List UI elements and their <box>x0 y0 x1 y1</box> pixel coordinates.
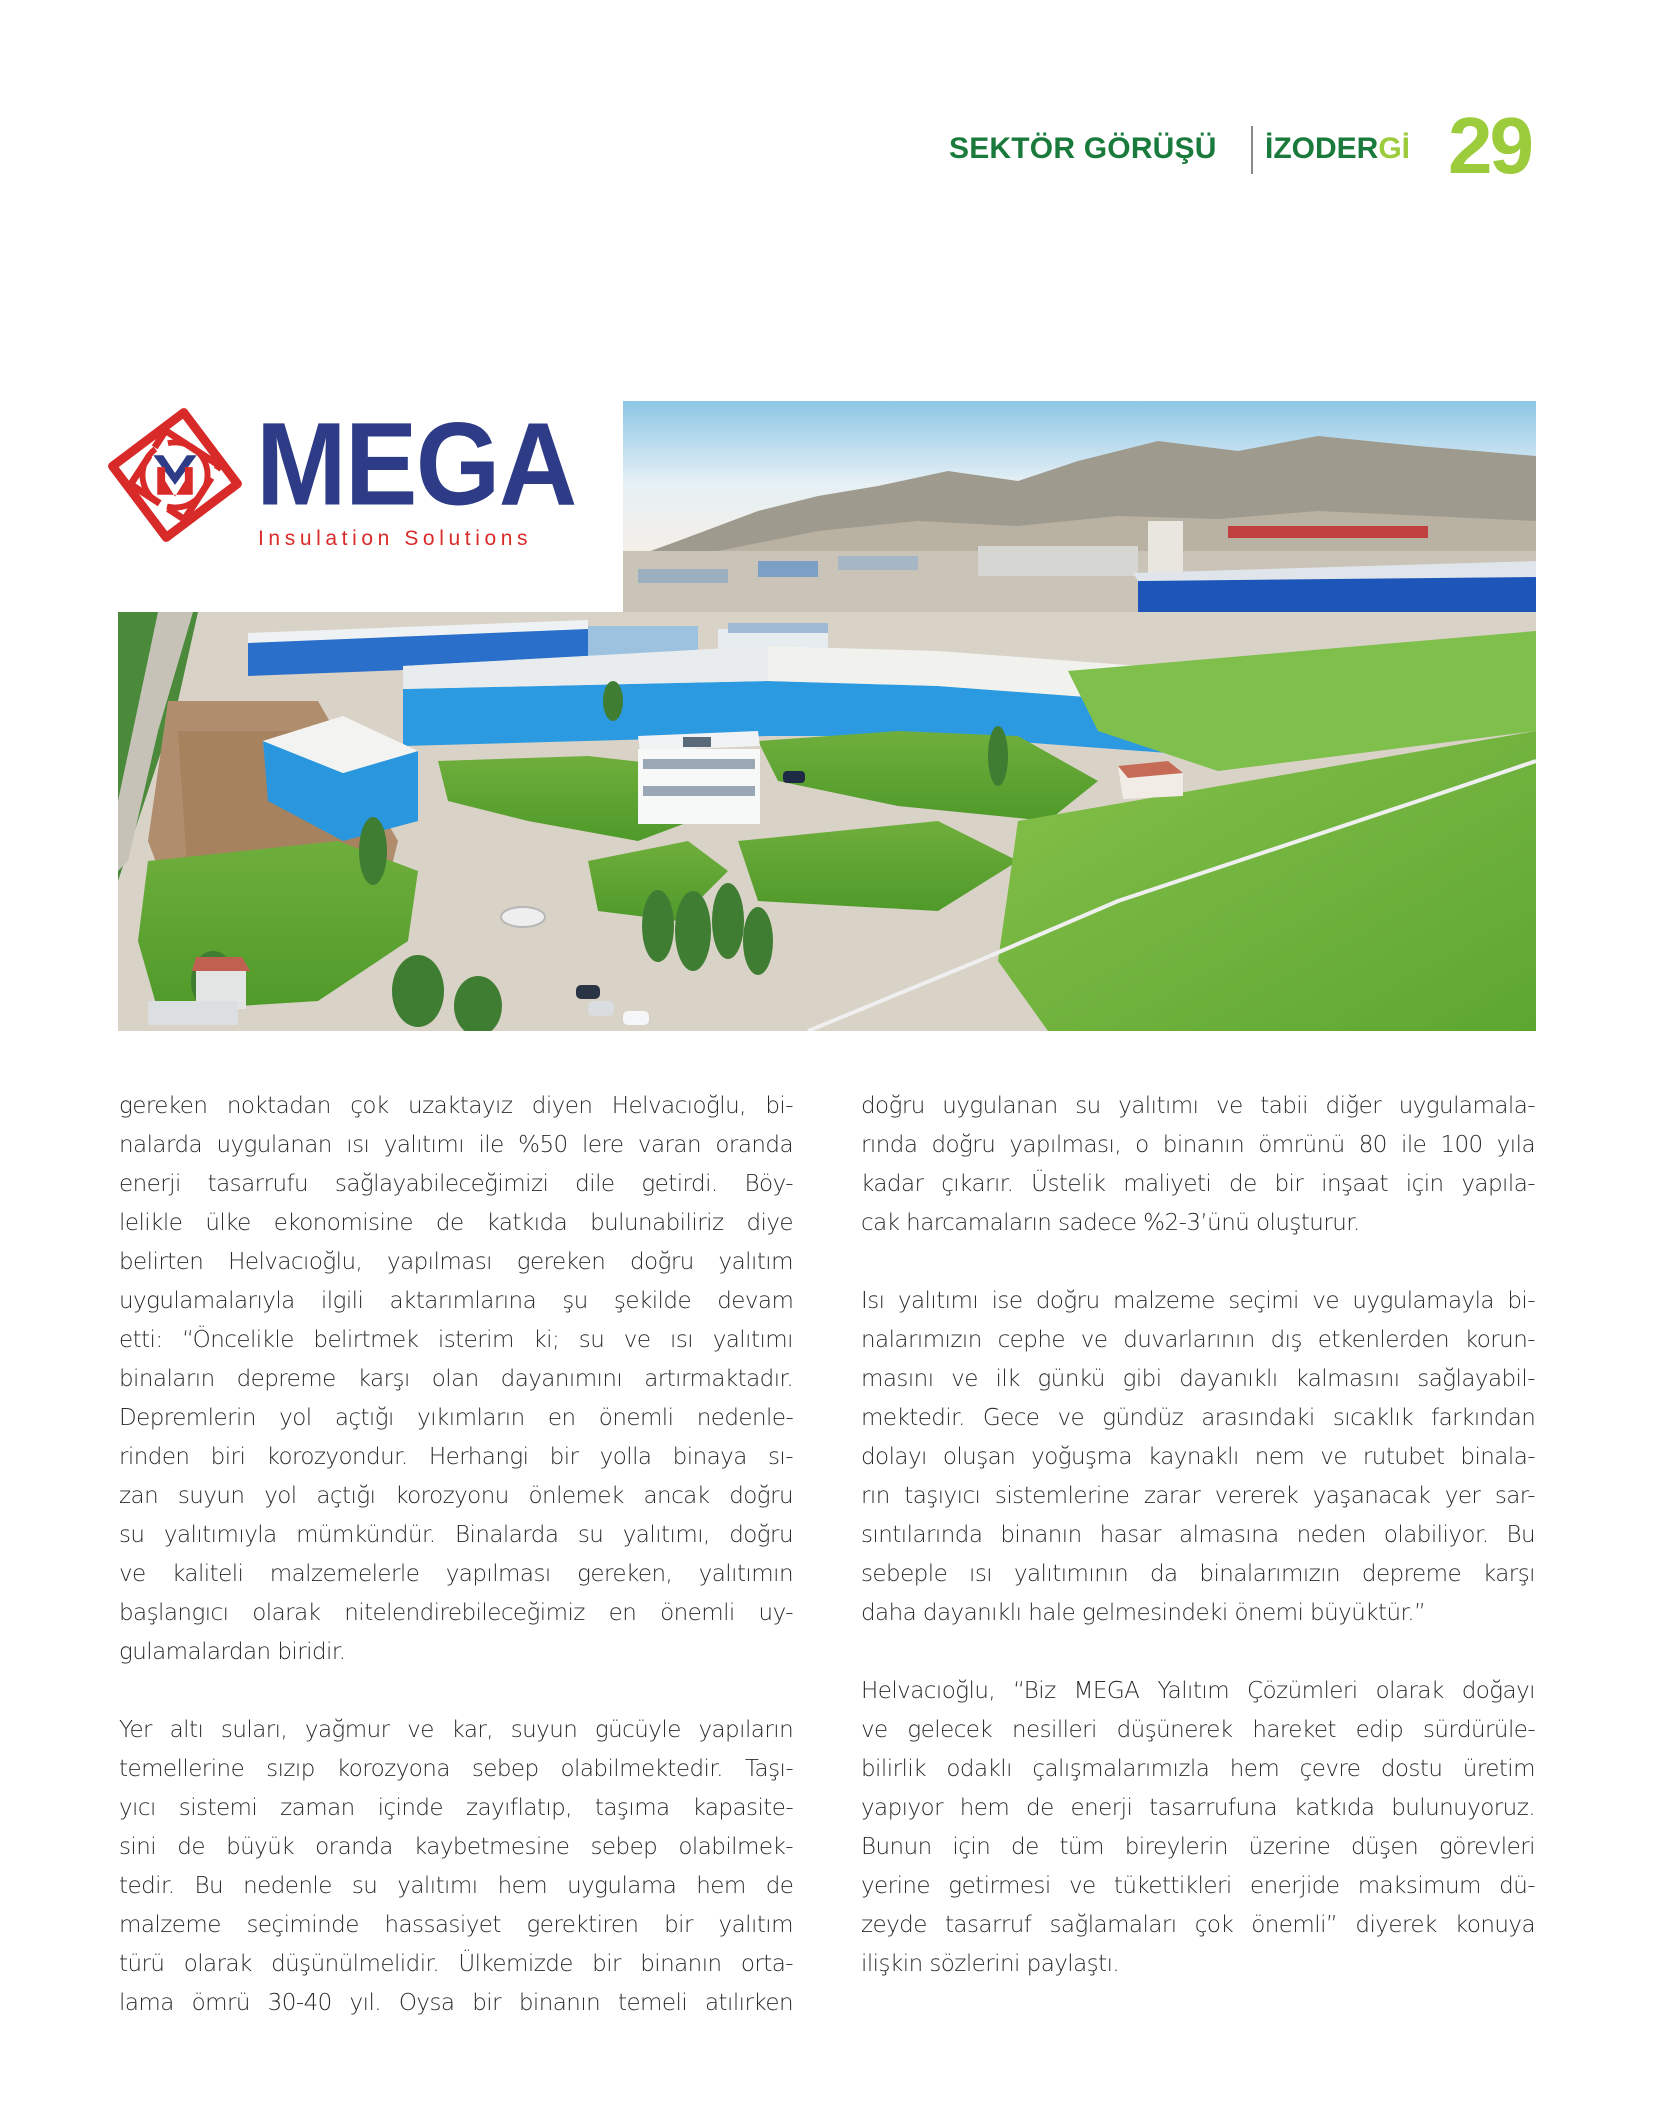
text-line: Isı yalıtımı ise doğru malzeme seçimi ve uygulamayla bi- <box>861 1288 1535 1314</box>
text-line: rın taşıyıcı sistemlerine zarar vererek yaşanacak yer sar- <box>861 1483 1535 1509</box>
text-line: enerji tasarrufu sağlayabileceğimizi dile getirdi. Böy- <box>119 1171 793 1197</box>
text-line: lelikle ülke ekonomisine de katkıda bulunabiliriz diye <box>119 1210 793 1236</box>
text-line: sıntılarında binanın hasar almasına neden olabiliyor. Bu <box>861 1522 1535 1548</box>
text-line: nalarda uygulanan ısı yalıtımı ile %50 lere varan oranda <box>119 1132 793 1158</box>
text-line: rında doğru yapılması, o binanın ömrünü 80 ile 100 yıla <box>861 1132 1535 1158</box>
text-line: temellerine sızıp korozyona sebep olabilmektedir. Taşı- <box>119 1756 794 1782</box>
text-line: gereken noktadan çok uzaktayız diyen Helvacıoğlu, bi- <box>119 1093 793 1119</box>
text-line: daha dayanıklı hale gelmesindeki önemi büyüktür.” <box>861 1600 1426 1626</box>
text-line: yıcı sistemi zaman içinde zayıflatıp, taşıma kapasite- <box>119 1795 794 1821</box>
text-line: masını ve ilk günkü gibi dayanıklı kalmasını sağlayabil- <box>861 1366 1535 1392</box>
text-line: Bunun için de tüm bireylerin üzerine düşen görevleri <box>861 1834 1535 1860</box>
text-line: belirten Helvacıoğlu, yapılması gereken doğru yalıtım <box>119 1249 793 1275</box>
text-line: dolayı oluşan yoğuşma kaynaklı nem ve rutubet binala- <box>861 1444 1535 1470</box>
page-number: 29 <box>1448 101 1531 190</box>
text-line: nalarımızın cephe ve duvarlarının dış etkenlerden korun- <box>861 1327 1535 1353</box>
article-paragraph <box>119 1711 793 2023</box>
text-line: su yalıtımıyla mümkündür. Binalarda su yalıtımı, doğru <box>119 1522 793 1548</box>
magazine-name <box>1265 132 1410 166</box>
text-line: türü olarak düşünülmelidir. Ülkemizde bir binanın orta- <box>119 1951 794 1977</box>
logo-tagline: Insulation Solutions <box>258 527 533 550</box>
text-line: gulamalardan biridir. <box>119 1639 346 1665</box>
text-line: ve gelecek nesilleri düşünerek hareket edip sürdürüle- <box>861 1717 1536 1743</box>
text-line: ve kaliteli malzemelerle yapılması gereken, yalıtımın <box>119 1561 793 1587</box>
mega-logo <box>106 398 576 562</box>
text-line: zan suyun yol açtığı korozyonu önlemek ancak doğru <box>119 1483 793 1509</box>
text-line: tedir. Bu nedenle su yalıtımı hem uygulama hem de <box>119 1873 794 1899</box>
article-paragraph <box>861 1087 1535 1243</box>
magazine-name-main: İZODER <box>1265 132 1379 165</box>
text-line: rinden biri korozyondur. Herhangi bir yolla binaya sı- <box>119 1444 793 1470</box>
text-line: Depremlerin yol açtığı yıkımların en önemli nedenle- <box>119 1405 794 1431</box>
text-line: mektedir. Gece ve gündüz arasındaki sıcaklık farkından <box>861 1405 1536 1431</box>
header-divider <box>1251 126 1253 174</box>
text-line: başlangıcı olarak nitelendirebileceğimiz en önemli uy- <box>119 1600 793 1626</box>
page-header <box>900 101 1550 192</box>
mega-m-diamond-icon <box>106 406 244 544</box>
text-line: malzeme seçiminde hassasiyet gerektiren bir yalıtım <box>119 1912 793 1938</box>
text-line: Yer altı suları, yağmur ve kar, suyun gücüyle yapıların <box>119 1717 794 1743</box>
article-column-right <box>861 1087 1535 2023</box>
text-line: yerine getirmesi ve tükettikleri enerjide maksimum dü- <box>861 1873 1535 1899</box>
article-column-left <box>119 1087 793 2062</box>
text-line: binaların depreme karşı olan dayanımını artırmaktadır. <box>119 1366 794 1392</box>
magazine-name-accent: Gİ <box>1378 132 1411 165</box>
text-line: bilirlik odaklı çalışmalarımızla hem çevre dostu üretim <box>861 1756 1535 1782</box>
text-line: sini de büyük oranda kaybetmesine sebep olabilmek- <box>119 1834 793 1860</box>
text-line: lama ömrü 30-40 yıl. Oysa bir binanın temeli atılırken <box>119 1990 793 2016</box>
logo-wordmark: MEGA <box>256 398 576 531</box>
text-line: kadar çıkarır. Üstelik maliyeti de bir inşaat için yapıla- <box>861 1171 1535 1197</box>
text-line: ilişkin sözlerini paylaştı. <box>861 1951 1120 1977</box>
article-paragraph <box>119 1087 793 1672</box>
text-line: doğru uygulanan su yalıtımı ve tabii diğer uygulamala- <box>861 1093 1535 1119</box>
text-line: Helvacıoğlu, “Biz MEGA Yalıtım Çözümleri olarak doğayı <box>861 1678 1535 1704</box>
text-line: zeyde tasarruf sağlamaları çok önemli” diyerek konuya <box>861 1912 1535 1938</box>
text-line: cak harcamaların sadece %2-3’ünü oluşturur. <box>861 1210 1360 1236</box>
article-paragraph <box>861 1672 1535 1984</box>
text-line: uygulamalarıyla ilgili aktarımlarına şu şekilde devam <box>119 1288 794 1314</box>
article-paragraph <box>861 1282 1535 1633</box>
text-line: etti: “Öncelikle belirtmek isterim ki; su ve ısı yalıtımı <box>119 1327 793 1353</box>
text-line: yapıyor hem de enerji tasarrufuna katkıda bulunuyoruz. <box>861 1795 1535 1821</box>
section-title: SEKTÖR GÖRÜŞÜ <box>949 132 1217 165</box>
text-line: sebeple ısı yalıtımının da binalarımızın depreme karşı <box>861 1561 1535 1587</box>
